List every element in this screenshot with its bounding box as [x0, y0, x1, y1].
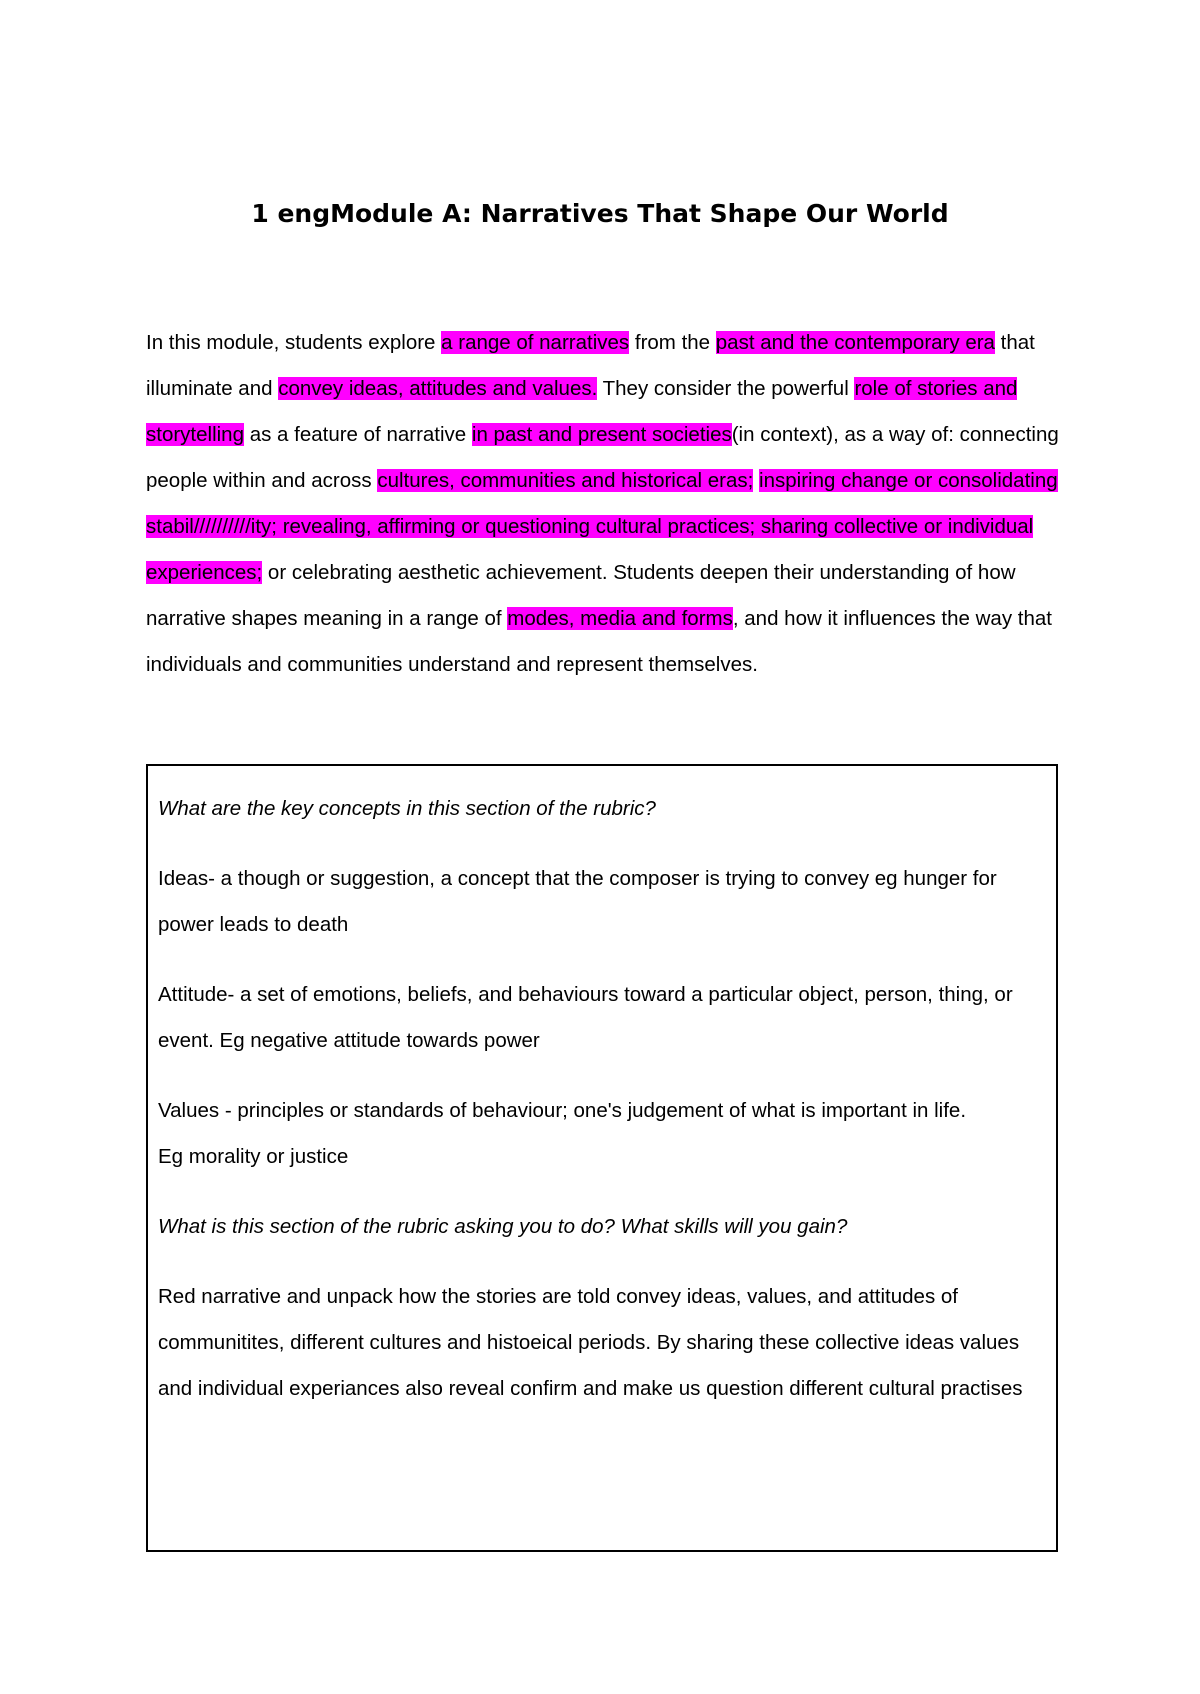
skills-question: What is this section of the rubric asking you to do? What skills will you gain? [158, 1215, 848, 1238]
highlighted-phrase: modes, media and forms [507, 607, 733, 630]
values-example: Eg morality or justice [158, 1145, 349, 1168]
highlighted-phrase: convey ideas, attitudes and values. [278, 377, 598, 400]
intro-segment: In this module, students explore [146, 331, 442, 354]
intro-segment: (in context), as a way of: connecting people within and across [146, 423, 1059, 492]
highlighted-phrase: past and the contemporary era [715, 331, 995, 354]
attitude-definition: Attitude- a set of emotions, beliefs, and behaviours toward a particular object, person, thing, or event. Eg negative attitude towards power [158, 983, 1013, 1052]
highlighted-phrase: cultures, communities and historical eras; [377, 469, 754, 492]
rubric-notes-box [146, 764, 1058, 1552]
intro-segment: from the [629, 331, 716, 354]
intro-paragraph [146, 320, 1071, 688]
highlighted-phrase: a range of narratives [441, 331, 630, 354]
highlighted-phrase: role of stories and storytelling [146, 377, 1018, 446]
intro-segment: , and how it influences the way that individuals and communities understand and represent themselves. [146, 607, 1052, 676]
ideas-definition: Ideas- a though or suggestion, a concept that the composer is trying to convey eg hunger for power leads to death [158, 867, 997, 936]
intro-segment: that illuminate and [146, 331, 1035, 400]
highlighted-phrase: in past and present societies [471, 423, 732, 446]
document-title: 1 engModule A: Narratives That Shape Our World [251, 199, 949, 228]
intro-segment: as a feature of narrative [244, 423, 472, 446]
highlighted-phrase: inspiring change or consolidating stabil//////////ity; revealing, affirming or questioning cultural practices; sharing collective or individual experiences; [146, 469, 1058, 584]
intro-segment: or celebrating aesthetic achievement. Students deepen their understanding of how narrative shapes meaning in a range of [146, 561, 1016, 630]
intro-segment: They consider the powerful [597, 377, 855, 400]
values-definition: Values - principles or standards of behaviour; one's judgement of what is important in life. [158, 1099, 967, 1122]
skills-answer: Red narrative and unpack how the stories are told convey ideas, values, and attitudes of communitites, different cultures and histoeical periods. By sharing these collective ideas values and individual experiances also reveal confirm and make us question different cultural practises [158, 1285, 1023, 1400]
key-concepts-question: What are the key concepts in this section of the rubric? [158, 797, 656, 820]
